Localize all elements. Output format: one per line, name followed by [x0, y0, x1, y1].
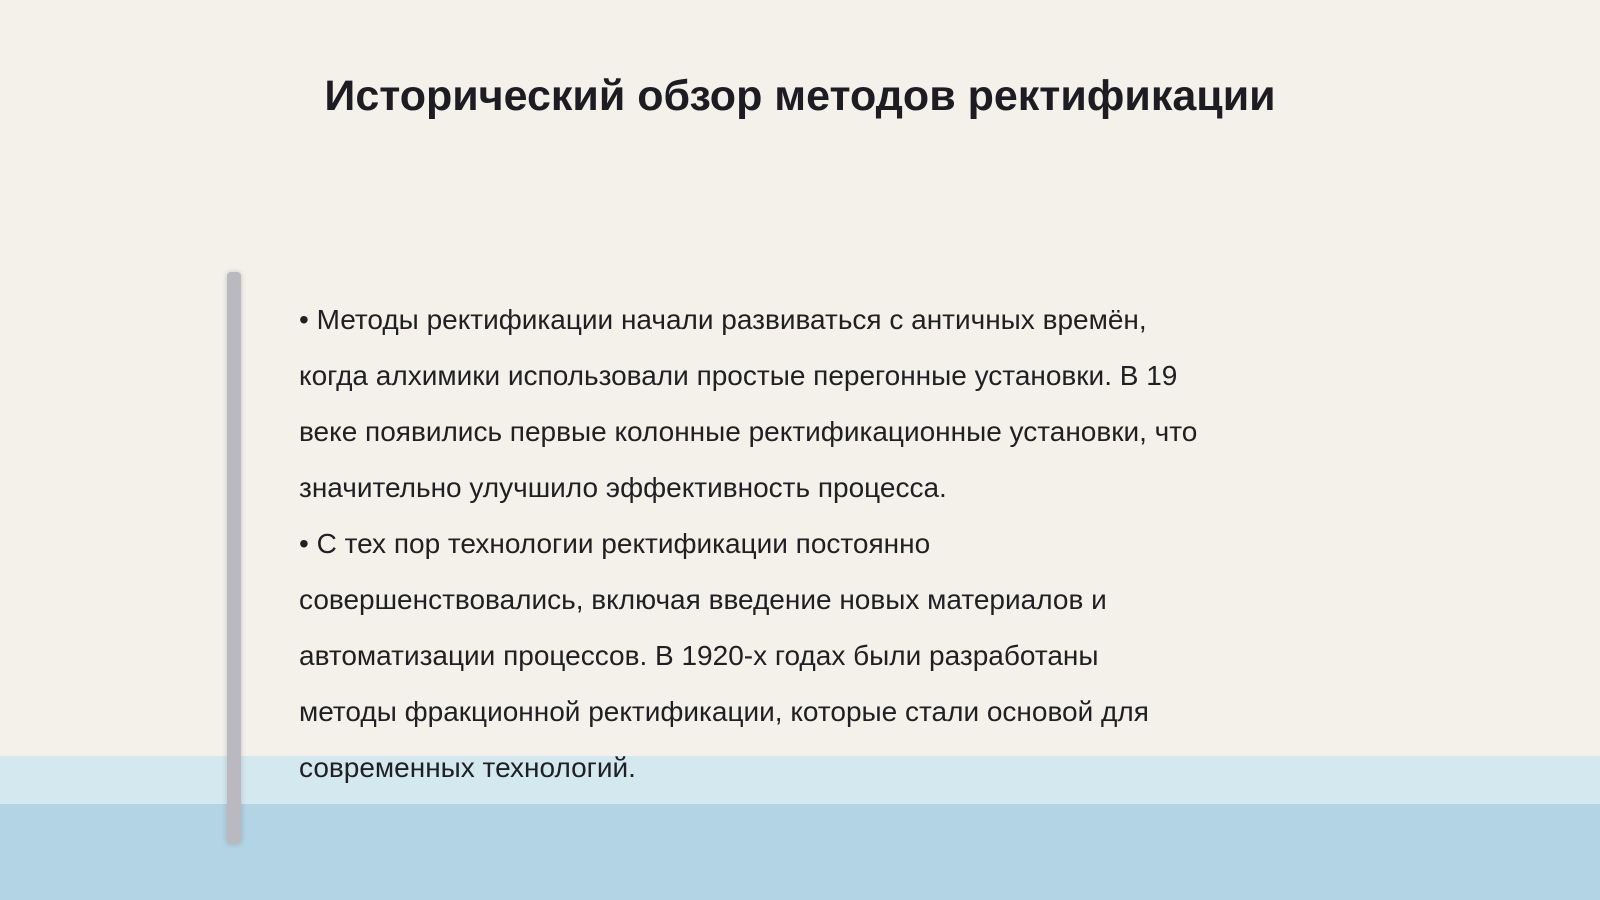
slide-body: [299, 292, 1319, 796]
slide-title: Исторический обзор методов ректификации: [324, 72, 1276, 120]
bullet-paragraph: • Методы ректификации начали развиваться с античных времён, когда алхимики использовали простые перегонные установки. В 19 веке появились первые колонные ректификационные установки, что значительно улучшило эффективность процесса.: [299, 304, 1198, 503]
accent-bar: [227, 272, 241, 844]
bullet-paragraph: • С тех пор технологии ректификации постоянно совершенствовались, включая введение новых материалов и автоматизации процессов. В 1920-х годах были разработаны методы фракционной ректификации, которые стали основой для современных технологий.: [299, 528, 1149, 783]
